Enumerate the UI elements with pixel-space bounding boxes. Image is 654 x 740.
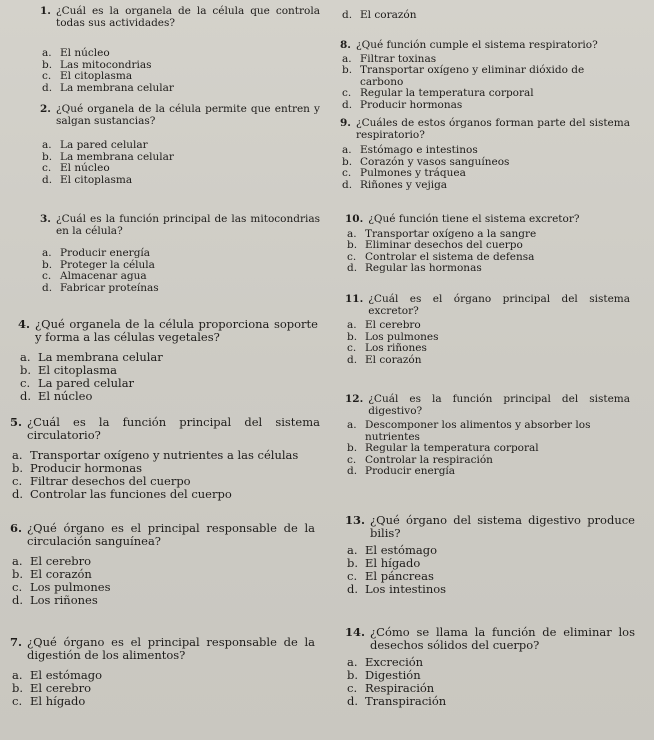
question-number: 3. <box>40 213 51 225</box>
option[interactable]: a. El cerebro <box>347 319 421 331</box>
option[interactable]: b. Producir hormonas <box>12 461 143 475</box>
question-number: 14. <box>345 625 366 639</box>
question-13 <box>345 514 635 596</box>
option[interactable]: a. Producir energía <box>42 247 151 259</box>
question-stem <box>10 416 320 442</box>
question-text: ¿Qué organela de la célula proporciona soporte y forma a las células vegetales? <box>35 317 318 344</box>
option[interactable]: c. Los pulmones <box>12 580 111 594</box>
option[interactable]: a. Transportar oxígeno a la sangre <box>347 227 537 240</box>
option[interactable]: b. Eliminar desechos del cuerpo <box>347 239 523 251</box>
option[interactable]: a. El estómago <box>347 543 438 557</box>
question-number: 9. <box>340 117 351 129</box>
question-text: ¿Qué organela de la célula permite que entren y salgan sustancias? <box>55 103 320 127</box>
question-stem <box>10 636 315 662</box>
question-text: ¿Cuál es la función principal de las mitocondrias en la célula? <box>55 213 320 237</box>
question-number: 4. <box>18 317 31 331</box>
question-stem <box>40 104 320 127</box>
question-number: 8. <box>340 39 351 51</box>
question-stem <box>345 394 630 417</box>
question-text: ¿Qué órgano del sistema digestivo produce bilis? <box>370 513 635 540</box>
question-stem <box>18 318 318 344</box>
question-number: 11. <box>345 293 364 305</box>
option[interactable]: d. Transpiración <box>347 694 447 708</box>
question-text: ¿Cómo se llama la función de eliminar los desechos sólidos del cuerpo? <box>370 625 635 652</box>
option[interactable]: c. El citoplasma <box>42 70 133 82</box>
question-text: ¿Qué órgano es el principal responsable de la digestión de los alimentos? <box>27 635 315 662</box>
option[interactable]: c. Respiración <box>347 681 435 695</box>
question-9 <box>340 118 630 191</box>
question-6 <box>10 522 315 607</box>
option[interactable]: d. Producir hormonas <box>342 98 463 111</box>
question-number: 1. <box>40 5 51 17</box>
question-stem <box>345 294 630 317</box>
option[interactable]: b. Regular la temperatura corporal <box>347 442 539 454</box>
question-stem <box>40 214 320 237</box>
option[interactable]: c. Controlar el sistema de defensa <box>347 250 535 263</box>
question-text: ¿Cuáles de estos órganos forman parte del sistema respiratorio? <box>355 117 630 141</box>
question-stem <box>10 522 315 548</box>
option[interactable]: b. Proteger la célula <box>42 258 155 271</box>
question-stem <box>345 626 635 652</box>
option[interactable]: b. El corazón <box>12 567 92 581</box>
option[interactable]: c. Controlar la respiración <box>347 453 493 466</box>
option[interactable]: d. El corazón <box>342 9 417 21</box>
question-number: 13. <box>345 513 366 527</box>
option[interactable]: a. El núcleo <box>42 47 110 59</box>
question-4 <box>18 318 318 403</box>
option[interactable]: d. Producir energía <box>347 465 456 477</box>
q1-option-d <box>340 10 620 22</box>
question-stem <box>40 6 320 29</box>
question-text: ¿Cuál es la organela de la célula que controla todas sus actividades? <box>55 5 320 29</box>
option[interactable]: b. El cerebro <box>12 681 92 695</box>
option[interactable]: a. Descomponer los alimentos y absorber los nutrientes <box>347 419 591 443</box>
question-number: 10. <box>345 213 364 225</box>
question-number: 2. <box>40 103 51 115</box>
option[interactable]: a. El cerebro <box>12 554 92 568</box>
option[interactable]: c. El núcleo <box>42 162 110 174</box>
question-1 <box>40 6 320 94</box>
question-stem <box>340 40 630 52</box>
question-stem <box>340 118 630 141</box>
option[interactable]: d. Controlar las funciones del cuerpo <box>12 487 232 501</box>
option[interactable]: a. Excreción <box>347 655 424 669</box>
option[interactable]: b. Corazón y vasos sanguíneos <box>342 155 510 168</box>
option[interactable]: d. El corazón <box>347 353 422 366</box>
option[interactable]: a. Transportar oxígeno y nutrientes a las células <box>12 448 299 462</box>
option[interactable]: b. Digestión <box>347 668 421 682</box>
option[interactable]: c. Regular la temperatura corporal <box>342 87 534 99</box>
question-stem <box>345 214 630 226</box>
question-5 <box>10 416 320 501</box>
question-8 <box>340 40 630 111</box>
option[interactable]: c. Almacenar agua <box>42 270 147 282</box>
question-text: ¿Cuál es el órgano principal del sistema excretor? <box>368 293 630 317</box>
question-3 <box>40 214 320 294</box>
question-number: 12. <box>345 393 364 405</box>
option[interactable]: d. Los intestinos <box>347 582 447 596</box>
question-11 <box>345 294 630 366</box>
option[interactable]: c. El hígado <box>12 694 86 708</box>
question-number: 6. <box>10 521 23 535</box>
question-number: 5. <box>10 415 23 429</box>
option[interactable]: d. La membrana celular <box>42 81 174 94</box>
option[interactable]: b. Las mitocondrias <box>42 58 152 71</box>
question-text: ¿Qué función cumple el sistema respiratorio? <box>355 39 598 51</box>
option[interactable]: d. El citoplasma <box>42 173 133 186</box>
option[interactable]: c. El páncreas <box>347 569 434 583</box>
option[interactable]: b. Los pulmones <box>347 330 439 343</box>
option[interactable]: a. Filtrar toxinas <box>342 52 437 65</box>
question-stem <box>345 514 635 540</box>
question-10 <box>345 214 630 275</box>
option[interactable]: c. Pulmones y tráquea <box>342 167 466 179</box>
option[interactable]: d. El núcleo <box>20 389 93 403</box>
option[interactable]: d. Los riñones <box>12 593 98 607</box>
option[interactable]: b. La membrana celular <box>42 150 174 163</box>
question-14 <box>345 626 635 708</box>
option[interactable]: a. El estómago <box>12 668 103 682</box>
question-text: ¿Cuál es la función principal del sistema circulatorio? <box>27 415 320 442</box>
question-text: ¿Qué órgano es el principal responsable de la circulación sanguínea? <box>27 521 315 548</box>
option[interactable]: c. Los riñones <box>347 342 427 354</box>
question-12 <box>345 394 630 478</box>
question-2 <box>40 104 320 186</box>
question-text: ¿Qué función tiene el sistema excretor? <box>368 213 580 225</box>
option[interactable]: b. El citoplasma <box>20 363 117 377</box>
option[interactable]: a. Estómago e intestinos <box>342 144 478 156</box>
question-7 <box>10 636 315 708</box>
option[interactable]: d. Fabricar proteínas <box>42 281 159 294</box>
option[interactable]: d. Riñones y vejiga <box>342 178 448 191</box>
option[interactable]: b. El hígado <box>347 556 421 570</box>
option[interactable]: b. Transportar oxígeno y eliminar dióxido de carbono <box>342 64 585 88</box>
option[interactable]: c. Filtrar desechos del cuerpo <box>12 474 191 488</box>
option[interactable]: a. La pared celular <box>42 139 148 151</box>
question-text: ¿Cuál es la función principal del sistema digestivo? <box>368 393 630 417</box>
option[interactable]: d. Regular las hormonas <box>347 262 482 274</box>
option[interactable]: c. La pared celular <box>20 376 135 390</box>
question-number: 7. <box>10 635 23 649</box>
option[interactable]: a. La membrana celular <box>20 350 163 364</box>
